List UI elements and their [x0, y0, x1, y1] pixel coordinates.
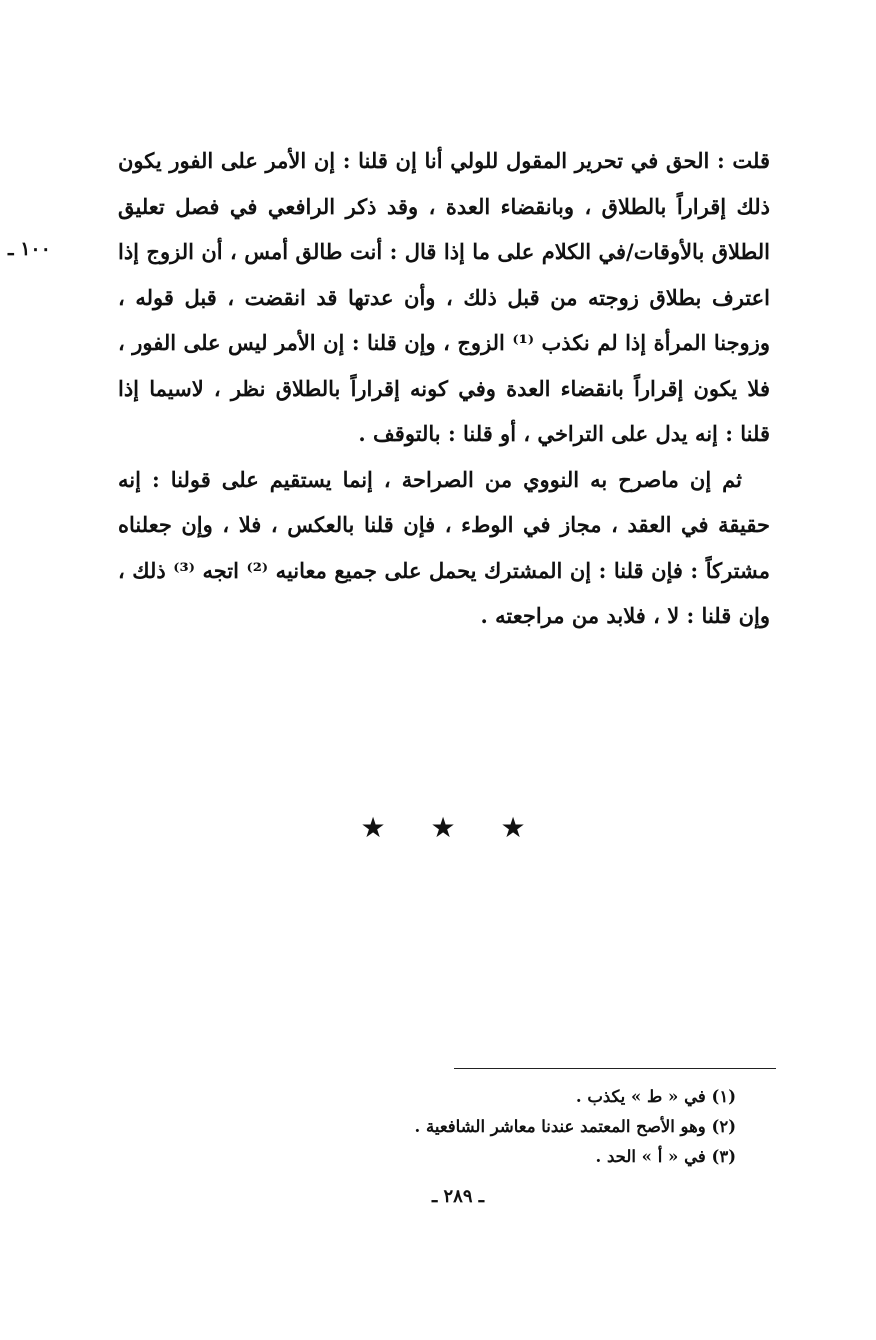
- paragraph-1: قلت : الحق في تحرير المقول للولي أنا إن قلنا : إن الأمر على الفور يكون ذلك إقراراً بالطلاق ، وبانقضاء العدة ، وقد ذكر الرافعي في فصل تعليق الطلاق بالأوقات/في الكلام على ما إذا قال : أنت طالق أمس ، أن الزوج إذا اعترف بطلاق زوجته من قبل ذلك ، وأن عدتها قد انقضت ، قبل قوله ، وزوجنا المرأة إذا لم نكذب ⁽¹⁾ الزوج ، وإن قلنا : إن الأمر ليس على الفور ، فلا يكون إقراراً بانقضاء العدة وفي كونه إقراراً بالطلاق نظر ، لاسيما إذا قلنا : إنه يدل على التراخي ، أو قلنا : بالتوقف .: [118, 148, 770, 446]
- footnote-3: (٣) في « أ » الحد .: [595, 1147, 736, 1166]
- star-icon: ★: [500, 811, 526, 844]
- section-separator: [358, 810, 528, 846]
- paragraph-2: ثم إن ماصرح به النووي من الصراحة ، إنما يستقيم على قولنا : إنه حقيقة في العقد ، مجاز في الوطء ، فإن قلنا بالعكس ، فلا ، وإن جعلناه مشتركاً : فإن قلنا : إن المشترك يحمل على جميع معانيه ⁽²⁾ اتجه ⁽³⁾ ذلك ، وإن قلنا : لا ، فلابد من مراجعته .: [118, 466, 770, 628]
- star-icon: ★: [430, 811, 456, 844]
- margin-page-marker: ١٠٠ ـ: [8, 238, 51, 260]
- footnotes: [300, 1082, 736, 1172]
- footnote-divider: [454, 1068, 776, 1069]
- footnote-2: (٢) وهو الأصح المعتمد عندنا معاشر الشافعية .: [414, 1117, 736, 1136]
- main-text-block: [118, 138, 770, 639]
- footnote-1: (١) في « ط » يكذب .: [575, 1087, 736, 1106]
- page-number: ـ ٢٨٩ ـ: [431, 1186, 485, 1207]
- star-icon: ★: [360, 811, 386, 844]
